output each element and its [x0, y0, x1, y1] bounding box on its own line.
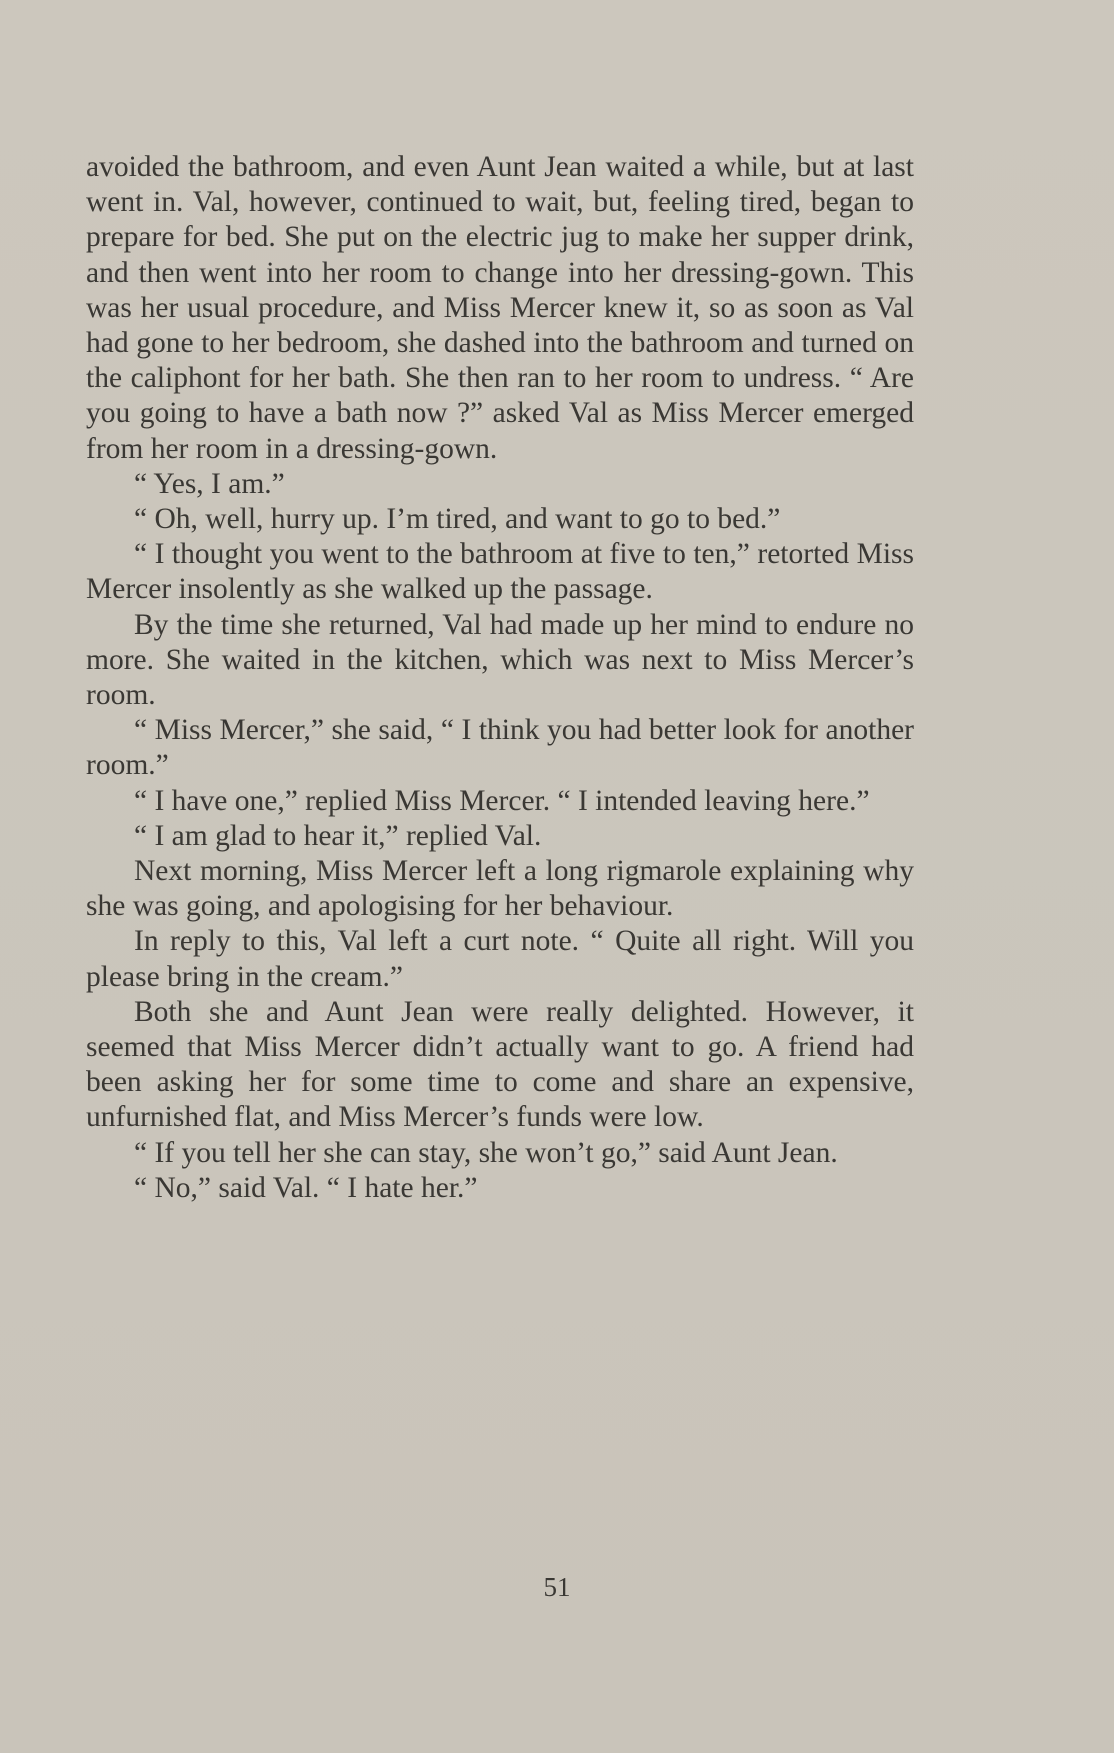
paragraph: avoided the bathroom, and even Aunt Jean waited a while, but at last went in. Val, however, continued to wait, but, feeling tired, began to prepare for bed. She put on the electric jug to make her supper drink, and then went into her room to change into her dressing-gown. This was her usual procedure, and Miss Mercer knew it, so as soon as Val had gone to her bedroom, she dashed into the bathroom and turned on the caliphont for her bath. She then ran to her room to undress. “ Are you going to have a bath now ?” asked Val as Miss Mercer emerged from her room in a dressing-gown. — [86, 151, 914, 465]
paragraph: In reply to this, Val left a curt note. “ Quite all right. Will you please bring in the cream.” — [86, 925, 914, 993]
page-number: 51 — [543, 1572, 571, 1602]
paragraph: “ If you tell her she can stay, she won’t go,” said Aunt Jean. — [134, 1136, 838, 1169]
paragraph: “ Miss Mercer,” she said, “ I think you had better look for another room.” — [86, 714, 914, 782]
paragraph: “ No,” said Val. “ I hate her.” — [134, 1171, 478, 1204]
paragraph: Next morning, Miss Mercer left a long rigmarole explaining why she was going, and apologising for her behaviour. — [86, 855, 914, 923]
paragraph: Both she and Aunt Jean were really delighted. However, it seemed that Miss Mercer didn’t actually want to go. A friend had been asking her for some time to come and share an expensive, unfurnished flat, and Miss Mercer’s funds were low. — [86, 995, 914, 1134]
paragraph: “ I am glad to hear it,” replied Val. — [134, 819, 542, 852]
paragraph: By the time she returned, Val had made up her mind to endure no more. She waited in the kitchen, which was next to Miss Mercer’s room. — [86, 608, 914, 712]
paragraph: “ Yes, I am.” — [134, 467, 285, 500]
paragraph: “ I have one,” replied Miss Mercer. “ I intended leaving here.” — [134, 784, 870, 817]
paragraph: “ I thought you went to the bathroom at five to ten,” retorted Miss Mercer insolently as she walked up the passage. — [86, 538, 914, 606]
paragraph: “ Oh, well, hurry up. I’m tired, and want to go to bed.” — [134, 503, 781, 536]
body-text — [86, 150, 914, 1206]
